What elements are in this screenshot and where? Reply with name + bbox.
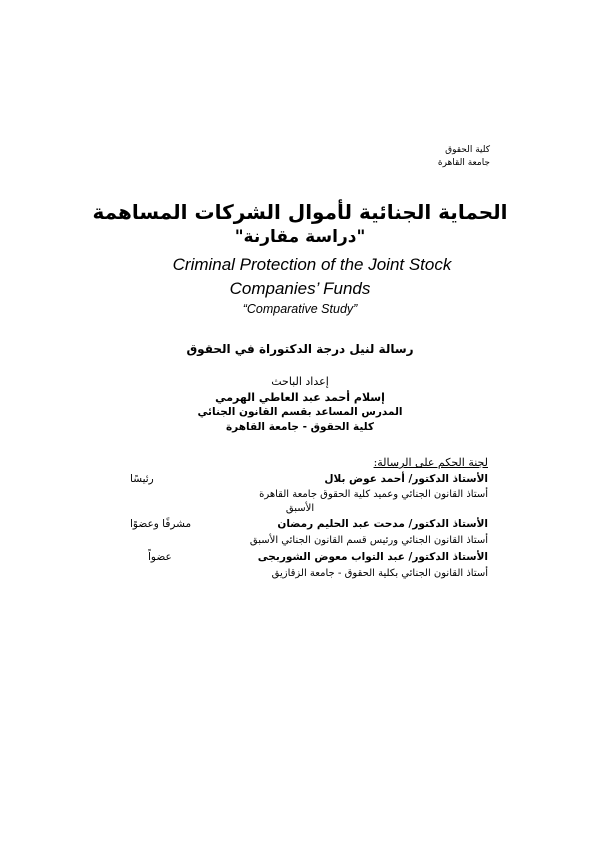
committee-member-2-desc: أستاذ القانون الجنائي ورئيس قسم القانون الجنائي الأسبق — [249, 535, 488, 546]
researcher-label: إعداد الباحث — [271, 375, 329, 388]
english-title-line2: Companies’ Funds — [229, 279, 371, 298]
committee-label: لجنة الحكم على الرسالة: — [373, 456, 488, 469]
committee-member-1-name: الأستاذ الدكتور/ أحمد عوض بلال — [324, 473, 488, 485]
english-subtitle: “Comparative Study” — [242, 302, 358, 316]
committee-member-3-name: الأستاذ الدكتور/ عبد التواب معوض الشوربجى — [257, 551, 488, 563]
committee-member-1-role: رئيسًا — [130, 473, 154, 485]
committee-member-1-desc: أستاذ القانون الجنائي وعميد كلية الحقوق جامعة القاهرة — [259, 489, 488, 500]
arabic-subtitle: "دراسة مقارنة" — [234, 227, 366, 247]
arabic-title: الحماية الجنائية لأموال الشركات المساهمة — [92, 200, 508, 224]
researcher-institution: كلية الحقوق - جامعة القاهرة — [225, 421, 375, 433]
university-name: جامعة القاهرة — [437, 158, 490, 168]
committee-member-3-role: عضواً — [148, 551, 172, 563]
committee-member-2-name: الأستاذ الدكتور/ مدحت عبد الحليم رمضان — [277, 518, 488, 530]
faculty-name: كلية الحقوق — [445, 145, 490, 155]
researcher-name: إسلام أحمد عبد العاطي الهرمي — [215, 391, 385, 404]
committee-member-1-desc-cont: الأسبق — [285, 503, 315, 514]
degree-statement: رسالة لنيل درجة الدكتوراة في الحقوق — [186, 342, 414, 356]
english-title-line1: Criminal Protection of the Joint Stock — [172, 255, 452, 274]
committee-member-3-desc: أستاذ القانون الجنائي بكلية الحقوق - جامعة الزقازيق — [271, 568, 488, 579]
committee-member-2-role: مشرفًا وعضوًا — [130, 518, 192, 530]
researcher-position: المدرس المساعد بقسم القانون الجنائي — [197, 406, 403, 418]
